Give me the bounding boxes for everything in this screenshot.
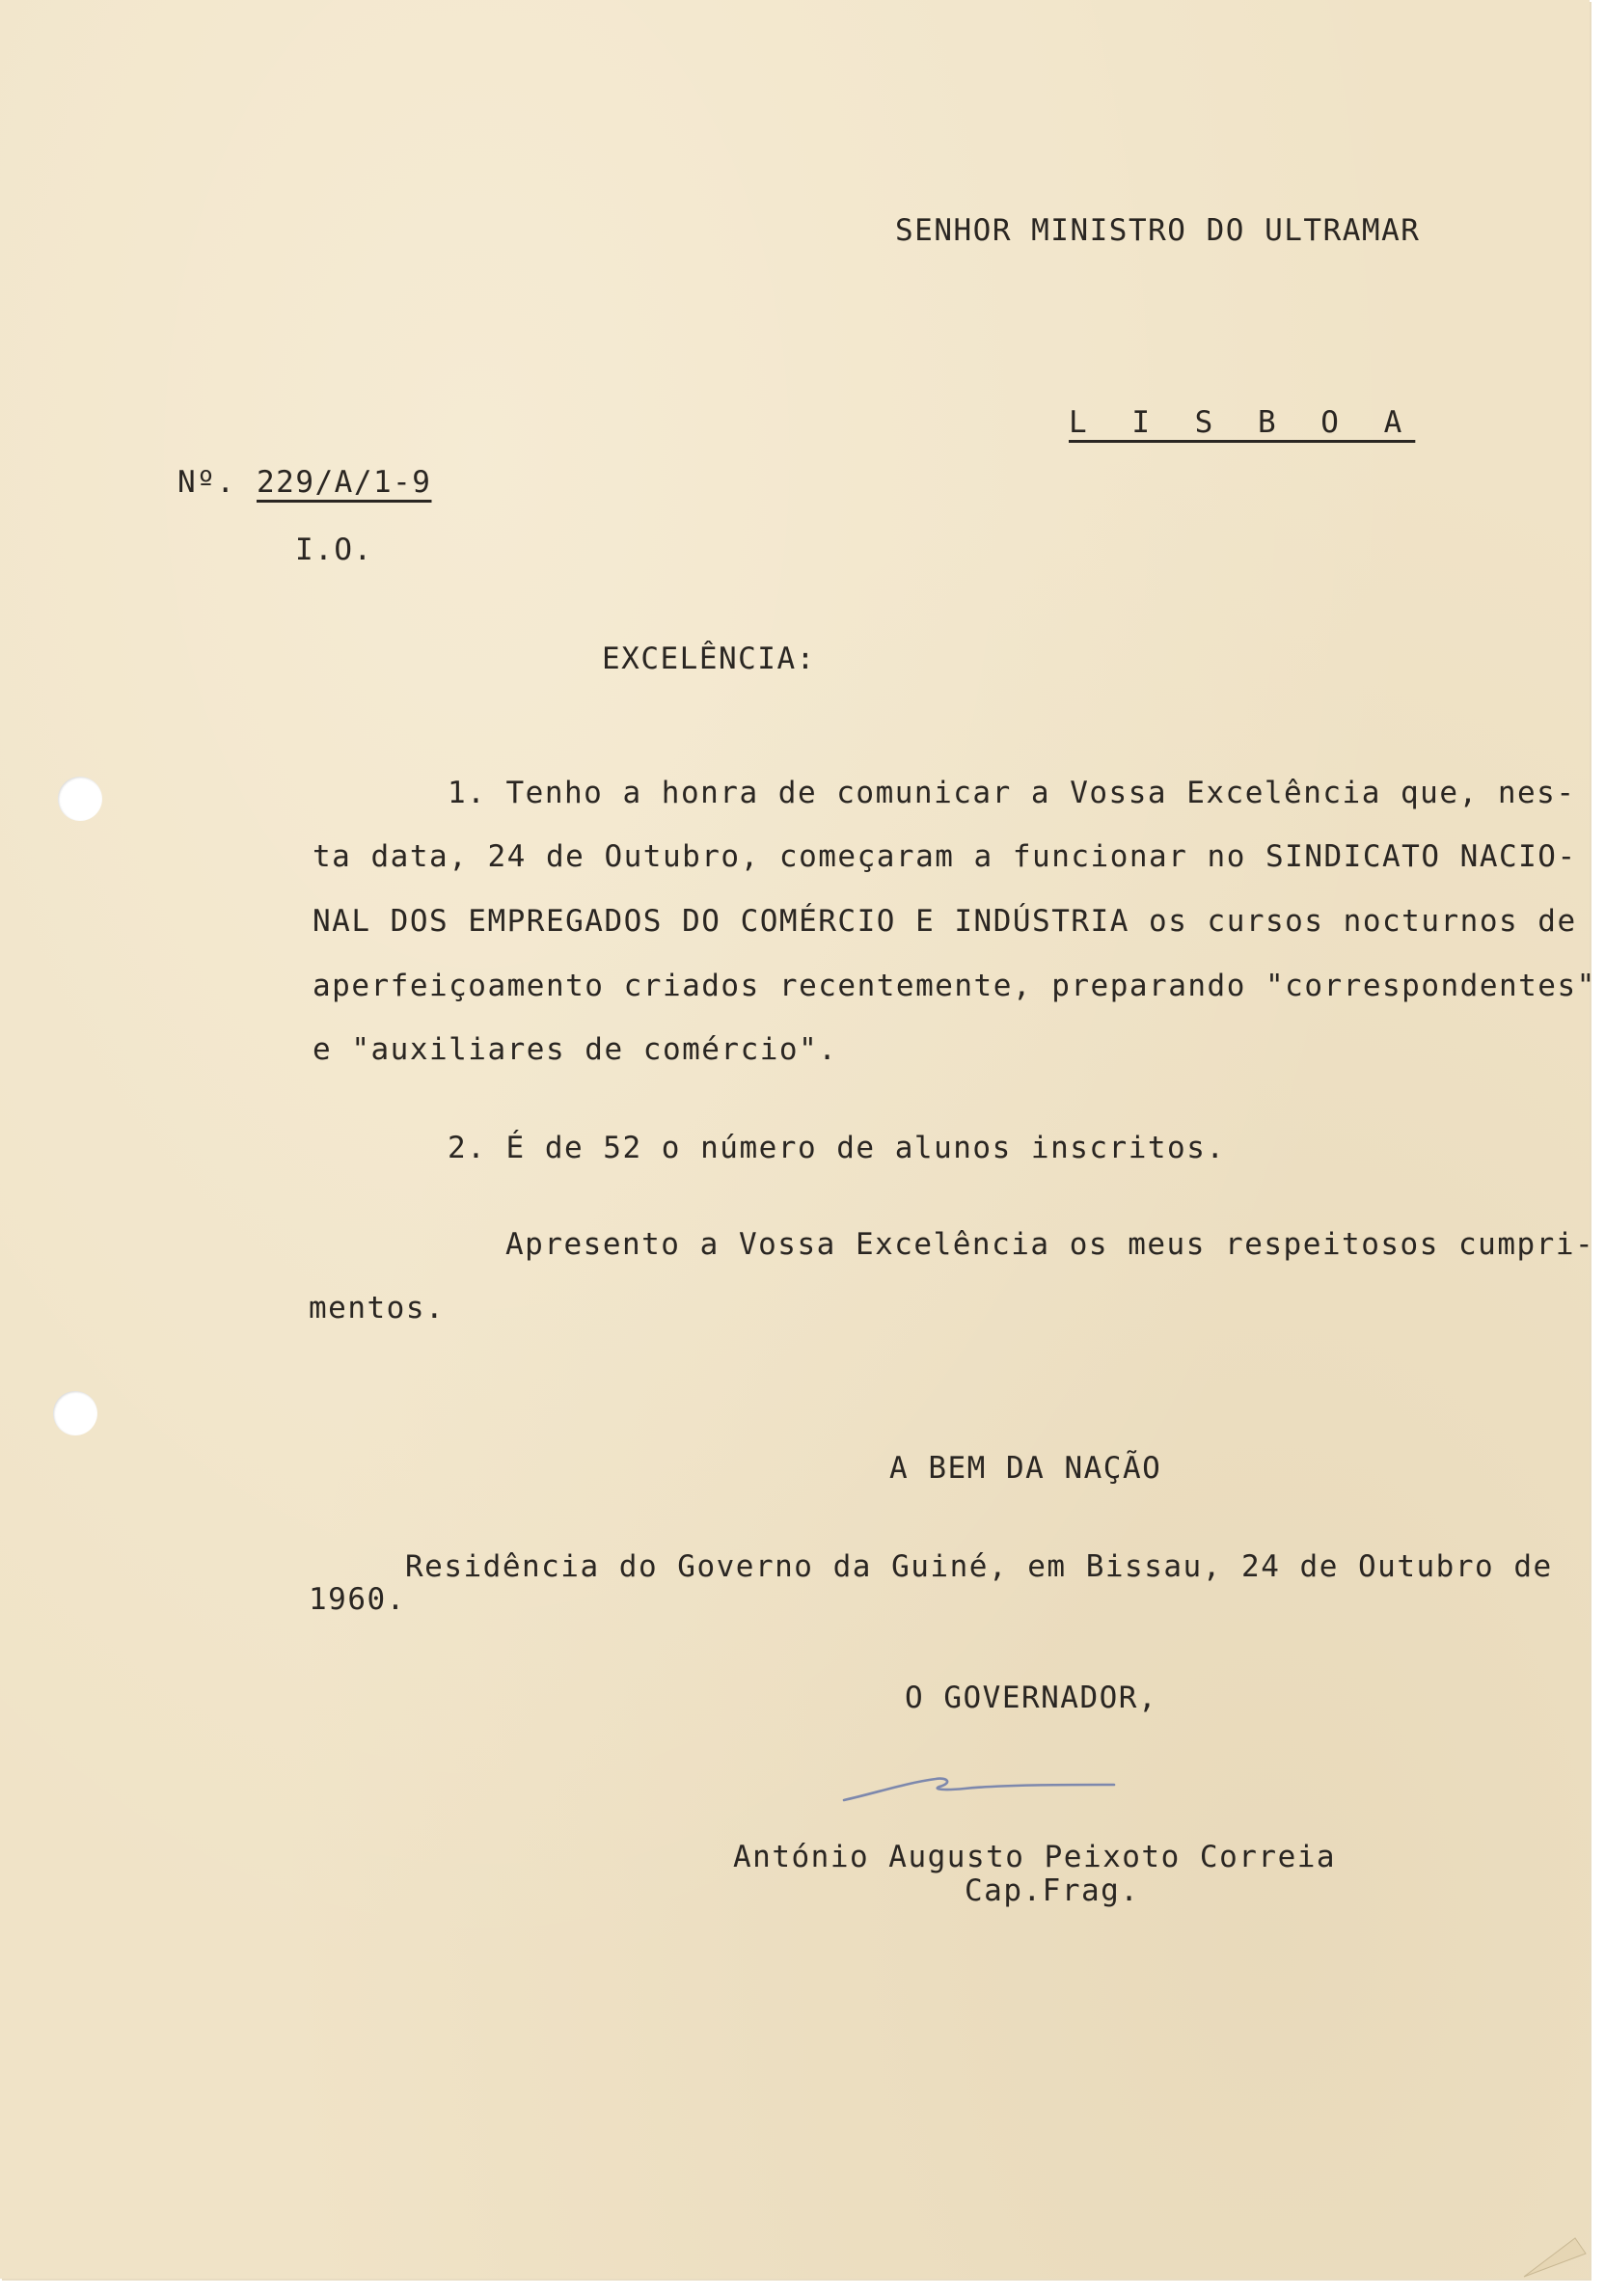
punch-hole (53, 1391, 97, 1435)
salutation: EXCELÊNCIA: (602, 642, 816, 676)
reference-label: Nº. (177, 465, 236, 500)
paragraph-2: 2. É de 52 o número de alunos inscritos. (448, 1131, 1226, 1165)
paragraph-1-line: NAL DOS EMPREGADOS DO COMÉRCIO E INDÚSTRIA os cursos nocturnos de (313, 904, 1577, 939)
closing-line: mentos. (309, 1291, 446, 1326)
corner-fold (1522, 2217, 1590, 2279)
paragraph-1-line: 1. Tenho a honra de comunicar a Vossa Excelência que, nes- (448, 776, 1576, 810)
place-date-line: 1960. (309, 1582, 406, 1617)
closing-line: Apresento a Vossa Excelência os meus respeitosos cumpri- (505, 1227, 1595, 1262)
reference-code: I.O. (295, 533, 373, 567)
paragraph-1-line: ta data, 24 de Outubro, começaram a funcionar no SINDICATO NACIO- (313, 839, 1577, 874)
paragraph-1-line: e "auxiliares de comércio". (313, 1032, 838, 1067)
handwritten-signature (839, 1763, 1129, 1812)
motto: A BEM DA NAÇÃO (889, 1451, 1162, 1486)
reference-number: 229/A/1-9 (257, 465, 432, 500)
place-date-line: Residência do Governo da Guiné, em Bissau, 24 de Outubro de (405, 1549, 1553, 1584)
signer-rank: Cap.Frag. (965, 1873, 1140, 1908)
punch-hole (58, 777, 102, 821)
destination-city: L I S B O A (1069, 405, 1416, 440)
signer-title: O GOVERNADOR, (905, 1681, 1158, 1715)
signer-name: António Augusto Peixoto Correia (733, 1840, 1337, 1874)
paragraph-1-line: aperfeiçoamento criados recentemente, preparando "correspondentes" (313, 969, 1596, 1003)
addressee: SENHOR MINISTRO DO ULTRAMAR (895, 213, 1421, 248)
